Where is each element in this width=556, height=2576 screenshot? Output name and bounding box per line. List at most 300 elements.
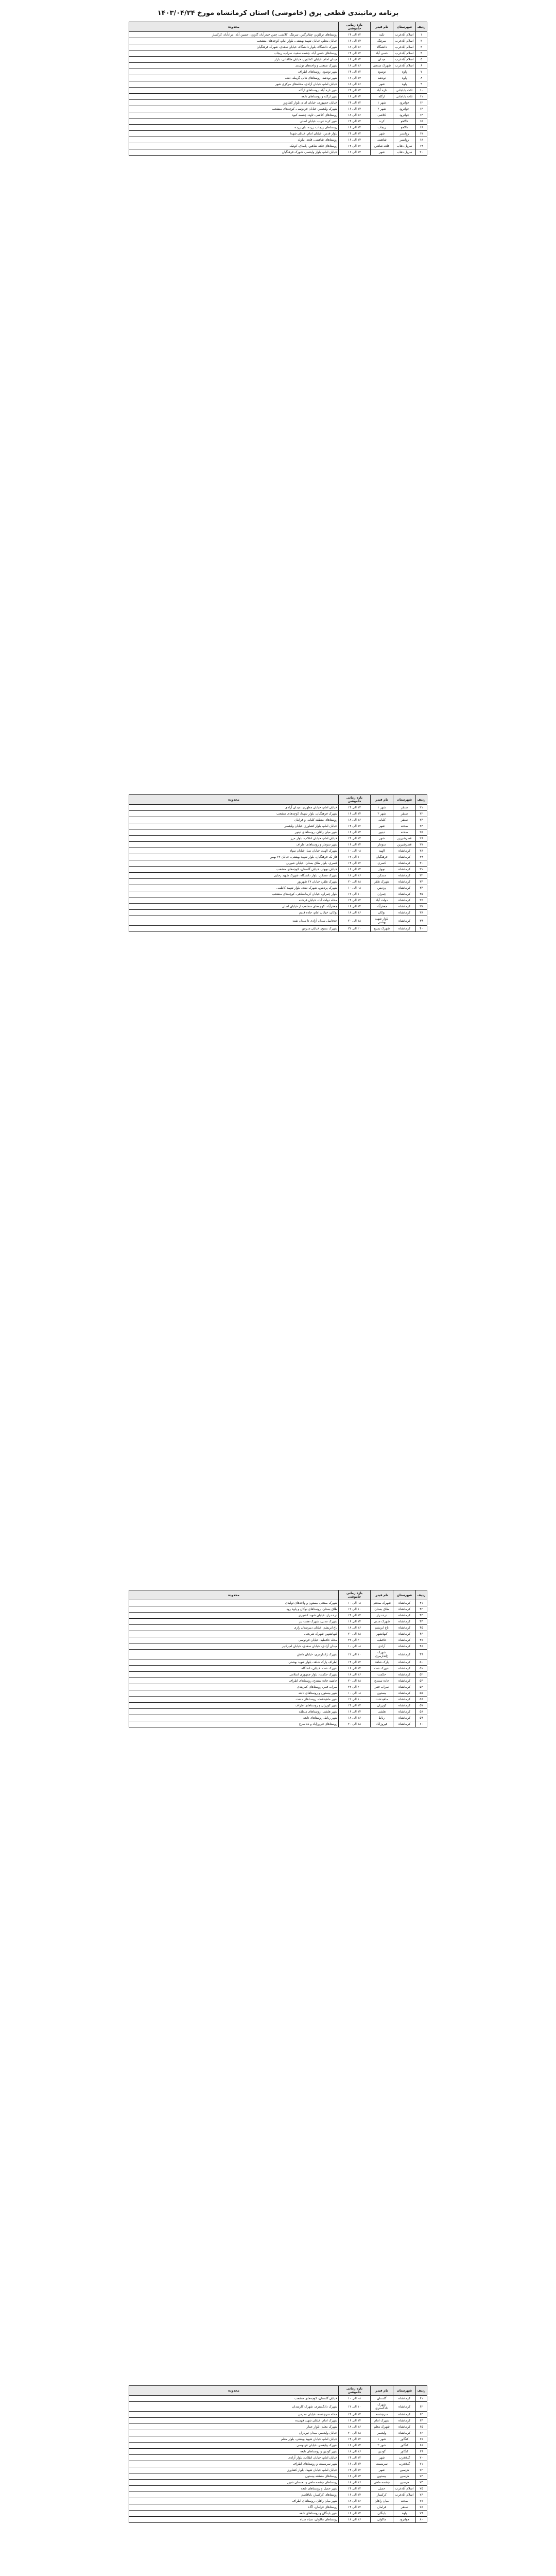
table-row: [129, 131, 427, 137]
time-range-cell: ۱۶ الی ۱۸: [339, 2480, 371, 2486]
feeder-cell: گلستان: [371, 2396, 393, 2402]
feeder-cell: شهر: [371, 131, 393, 137]
area-cell: خیابان امام، خیابان مطهری، میدان آزادی: [129, 805, 339, 811]
area-cell: شهرک فرهنگیان، بلوار شهدا، کوچه‌های منشعب: [129, 811, 339, 817]
time-range-cell: ۱۰ الی ۱۲: [339, 854, 371, 860]
feeder-cell: آزادی: [371, 1643, 393, 1650]
area-cell: کسری، بلوار طاق بستان، خیابان شیرین: [129, 860, 339, 867]
time-range-cell: ۱۶ الی ۱۸: [339, 44, 371, 50]
table-row: [129, 2396, 427, 2402]
document-page-2: [129, 794, 427, 932]
time-range-cell: ۱۲ الی ۱۴: [339, 805, 371, 811]
county-cell: کنگاور: [393, 2443, 416, 2449]
row-number: ۱۶: [416, 125, 427, 131]
time-range-cell: ۱۸ الی ۲۰: [339, 879, 371, 885]
time-range-cell: ۱۲ الی ۱۴: [339, 131, 371, 137]
table-row: [129, 848, 427, 854]
feeder-cell: تازه آباد: [371, 88, 393, 94]
feeder-cell: مسکن: [371, 873, 393, 879]
county-cell: صحنه: [393, 829, 416, 836]
schedule-table: [129, 794, 427, 932]
feeder-cell: دینور: [371, 829, 393, 836]
county-cell: کنگاور: [393, 2436, 416, 2443]
feeder-cell: چمران: [371, 891, 393, 897]
time-range-cell: ۱۲ الی ۱۴: [339, 69, 371, 75]
area-cell: شهر تازه آباد، روستاهای ازگله: [129, 88, 339, 94]
area-cell: روستاهای ماکوان، سیاه سیاه: [129, 2517, 339, 2523]
table-row: [129, 1709, 427, 1715]
row-number: ۴۹: [416, 1650, 427, 1659]
time-range-cell: ۱۶ الی ۱۸: [339, 1625, 371, 1631]
row-number: ۲۶: [416, 836, 427, 842]
table-row: [129, 112, 427, 118]
table-row: [129, 867, 427, 873]
time-range-cell: ۱۶ الی ۱۸: [339, 1715, 371, 1721]
time-range-cell: ۱۲ الی ۱۴: [339, 1659, 371, 1666]
column-header: نام فیدر: [371, 795, 393, 805]
table-row: [129, 2449, 427, 2455]
table-row: [129, 1678, 427, 1684]
area-cell: شهرک الهیه، خیابان صبا، خیابان سپاه: [129, 848, 339, 854]
feeder-cell: تکیه: [371, 32, 393, 38]
column-header: ردیف: [416, 1590, 427, 1600]
area-cell: جعفرآباد، کوچه‌های منشعب از خیابان اصلی: [129, 904, 339, 910]
area-cell: خیابان نوبهار، خیابان گلستان، کوچه‌های منشعب: [129, 867, 339, 873]
feeder-cell: شهرک ظفر: [371, 879, 393, 885]
row-number: ۶۸: [416, 2443, 427, 2449]
county-cell: روانسر: [393, 137, 416, 143]
time-range-cell: ۱۴ الی ۱۶: [339, 904, 371, 910]
area-cell: محله دولت آباد، خیابان فرشته: [129, 897, 339, 904]
feeder-cell: حکمت: [371, 1672, 393, 1678]
time-range-cell: ۱۶ الی ۱۸: [339, 910, 371, 916]
feeder-cell: شهرک ژاندارمری: [371, 1650, 393, 1659]
feeder-cell: ریجاب: [371, 125, 393, 131]
column-header: محدوده: [129, 22, 339, 32]
county-cell: کرمانشاه: [393, 1619, 416, 1625]
feeder-cell: کوزران: [371, 1703, 393, 1709]
time-range-cell: ۱۴ الی ۱۶: [339, 842, 371, 848]
row-number: ۷۸: [416, 2504, 427, 2511]
table-row: [129, 2430, 427, 2436]
row-number: ۶۹: [416, 2449, 427, 2455]
table-row: [129, 1697, 427, 1703]
feeder-cell: میدان: [371, 57, 393, 63]
feeder-cell: شاهینی: [371, 137, 393, 143]
table-row: [129, 81, 427, 88]
area-cell: روستاهای قلعه شاهین، پاطاق، کوئیک: [129, 143, 339, 149]
county-cell: کرمانشاه: [393, 2412, 416, 2418]
area-cell: روستاهای منطقه بیستون: [129, 2473, 339, 2480]
table-row: [129, 2504, 427, 2511]
county-cell: کرمانشاه: [393, 2402, 416, 2412]
county-cell: سنقر: [393, 811, 416, 817]
time-range-cell: ۱۲ الی ۱۴: [339, 50, 371, 57]
feeder-cell: حسن آباد: [371, 50, 393, 57]
row-number: ۳۶: [416, 897, 427, 904]
time-range-cell: ۰۸ الی ۱۰: [339, 1600, 371, 1606]
area-cell: شهر رباط، روستاهای تابعه: [129, 1715, 339, 1721]
area-cell: خیابان امام، بلوار ولیعصر، شهرک فرهنگیان: [129, 149, 339, 156]
area-cell: شهر گودین و روستاهای تابعه: [129, 2449, 339, 2455]
area-cell: سراب قنبر، روستاهای کمربندی: [129, 1684, 339, 1690]
area-cell: شهر ازگله و روستاهای تابعه: [129, 94, 339, 100]
row-number: ۵۱: [416, 1666, 427, 1672]
time-range-cell: ۰۸ الی ۱۰: [339, 1690, 371, 1697]
area-cell: محله حافظیه، خیابان فردوسی: [129, 1637, 339, 1643]
area-cell: خیابان امام، خیابان آزادی، محله‌های مرکزی شهر: [129, 81, 339, 88]
feeder-cell: سومار: [371, 842, 393, 848]
row-number: ۱۴: [416, 112, 427, 118]
area-cell: خیابان امام، بلوار کشاورز، خیابان ولیعصر: [129, 823, 339, 829]
row-number: ۳۸: [416, 910, 427, 916]
county-cell: هرسین: [393, 2467, 416, 2473]
row-number: ۱: [416, 32, 427, 38]
table-row: [129, 2455, 427, 2461]
feeder-cell: ولیعصر: [371, 2430, 393, 2436]
row-number: ۴: [416, 50, 427, 57]
county-cell: کرمانشاه: [393, 2396, 416, 2402]
time-range-cell: ۱۴ الی ۱۶: [339, 94, 371, 100]
county-cell: اسلام آبادغرب: [393, 50, 416, 57]
feeder-cell: سرچشمه: [371, 2412, 393, 2418]
row-number: ۶۷: [416, 2436, 427, 2443]
feeder-cell: شهر: [371, 823, 393, 829]
feeder-cell: گودین: [371, 2449, 393, 2455]
time-range-cell: ۱۲ الی ۱۴: [339, 143, 371, 149]
feeder-cell: ازگله: [371, 94, 393, 100]
feeder-cell: شهرک صنعتی: [371, 63, 393, 69]
feeder-cell: ماکوان: [371, 2517, 393, 2523]
county-cell: اسلام آبادغرب: [393, 32, 416, 38]
county-cell: کرمانشاه: [393, 848, 416, 854]
row-number: ۵: [416, 57, 427, 63]
feeder-cell: میان راهان: [371, 2498, 393, 2504]
county-cell: ثلاث باباجانی: [393, 88, 416, 94]
feeder-cell: باینگان: [371, 2511, 393, 2517]
county-cell: پاوه: [393, 75, 416, 81]
county-cell: کرمانشاه: [393, 1684, 416, 1690]
time-range-cell: ۱۴ الی ۱۶: [339, 2473, 371, 2480]
schedule-table: [129, 22, 427, 156]
time-range-cell: ۰۸ الی ۱۰: [339, 1643, 371, 1650]
area-cell: حاشیه جاده سنندج، روستاهای اطراف: [129, 1678, 339, 1684]
table-row: [129, 88, 427, 94]
area-cell: بلوار چمران، خیابان کرمانشاهی، کوچه‌های منشعب: [129, 891, 339, 897]
column-header: ردیف: [416, 2386, 427, 2396]
area-cell: شهرک صنعتی و واحدهای تولیدی: [129, 63, 339, 69]
county-cell: روانسر: [393, 131, 416, 137]
table-row: [129, 1690, 427, 1697]
time-range-cell: ۱۲ الی ۱۴: [339, 100, 371, 106]
county-cell: اسلام آبادغرب: [393, 57, 416, 63]
table-row: [129, 38, 427, 44]
table-row: [129, 1631, 427, 1637]
time-range-cell: ۱۶ الی ۱۸: [339, 112, 371, 118]
county-cell: کرمانشاه: [393, 1650, 416, 1659]
row-number: ۳۲: [416, 873, 427, 879]
table-header-row: [129, 795, 427, 805]
time-range-cell: ۱۶ الی ۱۸: [339, 81, 371, 88]
table-row: [129, 137, 427, 143]
time-range-cell: ۲۰ الی ۲۲: [339, 1684, 371, 1690]
column-header: بازه زمانی خاموشی: [339, 1590, 371, 1600]
document-page-1: [129, 6, 427, 156]
area-cell: خیابان جمهوری، خیابان امام، بلوار کشاورز: [129, 100, 339, 106]
table-row: [129, 118, 427, 125]
county-cell: کرمانشاه: [393, 1666, 416, 1672]
feeder-cell: شهر: [371, 149, 393, 156]
area-cell: اطراف پارک شاهد، بلوار شهید بهشتی: [129, 1659, 339, 1666]
table-row: [129, 2402, 427, 2412]
table-row: [129, 2473, 427, 2480]
area-cell: خیابان امام، خیابان انقلاب، بلوار مرز: [129, 836, 339, 842]
area-cell: روستاهای چشمه ماهی و دهستان شیزر: [129, 2480, 339, 2486]
table-row: [129, 885, 427, 891]
row-number: ۲۰: [416, 149, 427, 156]
time-range-cell: ۱۲ الی ۱۴: [339, 2504, 371, 2511]
area-cell: محله سرچشمه، خیابان مدرس: [129, 2412, 339, 2418]
table-row: [129, 842, 427, 848]
table-row: [129, 143, 427, 149]
feeder-cell: کلاشی: [371, 112, 393, 118]
feeder-cell: نودشه: [371, 75, 393, 81]
column-header: شهرستان: [393, 2386, 416, 2396]
county-cell: کرمانشاه: [393, 916, 416, 926]
table-row: [129, 2436, 427, 2443]
area-cell: نوکان، خیابان امام، جاده قدیم: [129, 910, 339, 916]
row-number: ۵۶: [416, 1697, 427, 1703]
table-row: [129, 125, 427, 131]
time-range-cell: ۱۴ الی ۱۶: [339, 829, 371, 836]
table-row: [129, 2480, 427, 2486]
time-range-cell: ۱۸ الی ۲۰: [339, 1678, 371, 1684]
area-cell: شهر باینگان و روستاهای تابعه: [129, 2511, 339, 2517]
table-row: [129, 910, 427, 916]
feeder-cell: بیستون: [371, 1690, 393, 1697]
county-cell: کرمانشاه: [393, 1637, 416, 1643]
row-number: ۱۵: [416, 118, 427, 125]
row-number: ۵۸: [416, 1709, 427, 1715]
row-number: ۲۹: [416, 854, 427, 860]
table-header-row: [129, 1590, 427, 1600]
area-cell: شهرک صنعتی بیستون و واحدهای تولیدی: [129, 1600, 339, 1606]
feeder-cell: سراب قنبر: [371, 1684, 393, 1690]
feeder-cell: شهرک معلم: [371, 2424, 393, 2430]
county-cell: کرمانشاه: [393, 1613, 416, 1619]
time-range-cell: ۱۲ الی ۱۴: [339, 2455, 371, 2461]
county-cell: جوانرود: [393, 112, 416, 118]
time-range-cell: ۱۰ الی ۱۲: [339, 2402, 371, 2412]
time-range-cell: ۱۰ الی ۱۲: [339, 1697, 371, 1703]
time-range-cell: ۱۶ الی ۱۸: [339, 2498, 371, 2504]
area-cell: خیابان ولیعصر، میدان تیرباران: [129, 2430, 339, 2436]
area-cell: بلوار قدس، خیابان امام، خیابان شهدا: [129, 131, 339, 137]
county-cell: کرمانشاه: [393, 867, 416, 873]
column-header: بازه زمانی خاموشی: [339, 795, 371, 805]
table-row: [129, 63, 427, 69]
time-range-cell: ۱۴ الی ۱۶: [339, 75, 371, 81]
county-cell: کرمانشاه: [393, 891, 416, 897]
row-number: ۴۴: [416, 1619, 427, 1625]
area-cell: روستاهای شاهینی، قلعه، بیاوله: [129, 137, 339, 143]
area-cell: خیابان امام، خیابان شهید بهشتی، بلوار معلم: [129, 2436, 339, 2443]
table-row: [129, 1672, 427, 1678]
time-range-cell: ۱۸ الی ۲۰: [339, 1721, 371, 1727]
table-row: [129, 926, 427, 932]
time-range-cell: ۱۶ الی ۱۸: [339, 2517, 371, 2523]
county-cell: گیلانغرب: [393, 2455, 416, 2461]
row-number: ۶۲: [416, 2402, 427, 2412]
row-number: ۵۴: [416, 1684, 427, 1690]
feeder-cell: شهر ۱: [371, 100, 393, 106]
area-cell: میدان امام، خیابان کشاورز، خیابان طالقانی، بازار: [129, 57, 339, 63]
area-cell: میدان آزادی، خیابان سعدی، خیابان امیرکبیر: [129, 1643, 339, 1650]
table-row: [129, 106, 427, 112]
area-cell: باغ ابریشم، خیابان دبیرستان رازی: [129, 1625, 339, 1631]
document-page-4: [129, 2385, 427, 2523]
area-cell: کیهانشهر، شهرک شریعتی: [129, 1631, 339, 1637]
county-cell: ثلاث باباجانی: [393, 94, 416, 100]
feeder-cell: دولت آباد: [371, 897, 393, 904]
row-number: ۵۷: [416, 1703, 427, 1709]
table-row: [129, 854, 427, 860]
area-cell: شهرک مسکن، بلوار دانشگاه، شهرک شهید رجایی: [129, 873, 339, 879]
county-cell: کرمانشاه: [393, 1606, 416, 1613]
feeder-cell: شهرک دادگستری: [371, 2402, 393, 2412]
area-cell: روستاهای فرامان، آگاه: [129, 2504, 339, 2511]
table-row: [129, 1637, 427, 1643]
feeder-cell: شهر: [371, 81, 393, 88]
row-number: ۴۷: [416, 1637, 427, 1643]
table-row: [129, 50, 427, 57]
county-cell: جوانرود: [393, 100, 416, 106]
time-range-cell: ۱۲ الی ۱۴: [339, 2436, 371, 2443]
feeder-cell: کرکسار: [371, 2492, 393, 2498]
row-number: ۷۶: [416, 2492, 427, 2498]
county-cell: جوانرود: [393, 2517, 416, 2523]
county-cell: کرمانشاه: [393, 1631, 416, 1637]
row-number: ۴۲: [416, 1606, 427, 1613]
column-header: شهرستان: [393, 1590, 416, 1600]
area-cell: طاق بستان، روستاهای نوکان و پاوه رود: [129, 1606, 339, 1613]
row-number: ۴۸: [416, 1643, 427, 1650]
area-cell: دره دراز، خیابان شهید کشوری: [129, 1613, 339, 1619]
feeder-cell: شهرک مدنی: [371, 1619, 393, 1625]
row-number: ۳۹: [416, 916, 427, 926]
table-row: [129, 1715, 427, 1721]
time-range-cell: ۱۴ الی ۱۶: [339, 2461, 371, 2467]
table-row: [129, 916, 427, 926]
area-cell: شهرک ولیعصر، خیابان فردوسی، کوچه‌های منشعب: [129, 106, 339, 112]
table-row: [129, 904, 427, 910]
area-cell: روستاهای کرکسار، باباقاسم: [129, 2492, 339, 2498]
county-cell: کرمانشاه: [393, 879, 416, 885]
schedule-table: [129, 1590, 427, 1727]
table-row: [129, 805, 427, 811]
feeder-cell: دانشگاه: [371, 44, 393, 50]
time-range-cell: ۱۴ الی ۱۶: [339, 2443, 371, 2449]
feeder-cell: نوبهار: [371, 867, 393, 873]
feeder-cell: شهر ۲: [371, 106, 393, 112]
schedule-table: [129, 2385, 427, 2523]
time-range-cell: ۱۸ الی ۲۰: [339, 916, 371, 926]
time-range-cell: ۱۶ الی ۱۸: [339, 2449, 371, 2455]
row-number: ۴۵: [416, 1625, 427, 1631]
table-row: [129, 2511, 427, 2517]
time-range-cell: ۱۶ الی ۱۸: [339, 63, 371, 69]
row-number: ۲: [416, 38, 427, 44]
feeder-cell: رباط: [371, 1715, 393, 1721]
county-cell: کرمانشاه: [393, 854, 416, 860]
row-number: ۷۷: [416, 2498, 427, 2504]
time-range-cell: ۱۸ الی ۲۰: [339, 1631, 371, 1637]
county-cell: صحنه: [393, 2498, 416, 2504]
county-cell: کرمانشاه: [393, 1690, 416, 1697]
row-number: ۴۰: [416, 926, 427, 932]
row-number: ۱۷: [416, 131, 427, 137]
time-range-cell: ۱۶ الی ۱۸: [339, 1672, 371, 1678]
county-cell: کنگاور: [393, 2449, 416, 2455]
table-row: [129, 44, 427, 50]
feeder-cell: نوکان: [371, 910, 393, 916]
row-number: ۷: [416, 69, 427, 75]
row-number: ۴۱: [416, 1600, 427, 1606]
feeder-cell: شهرک بسیج: [371, 926, 393, 932]
row-number: ۴۳: [416, 1613, 427, 1619]
row-number: ۶۱: [416, 2396, 427, 2402]
feeder-cell: شهرک نفت: [371, 1666, 393, 1672]
column-header: محدوده: [129, 2386, 339, 2396]
row-number: ۴۶: [416, 1631, 427, 1637]
time-range-cell: ۰۸ الی ۱۰: [339, 848, 371, 854]
time-range-cell: ۱۴ الی ۱۶: [339, 38, 371, 44]
row-number: ۱۱: [416, 94, 427, 100]
row-number: ۲۷: [416, 842, 427, 848]
table-row: [129, 1643, 427, 1650]
row-number: ۶۶: [416, 2430, 427, 2436]
row-number: ۵۹: [416, 1715, 427, 1721]
area-cell: شهر کوزران و روستاهای اطراف: [129, 1703, 339, 1709]
time-range-cell: ۱۲ الی ۱۴: [339, 860, 371, 867]
row-number: ۶: [416, 63, 427, 69]
row-number: ۵۳: [416, 1678, 427, 1684]
county-cell: جوانرود: [393, 106, 416, 112]
row-number: ۸: [416, 75, 427, 81]
time-range-cell: ۲۰ الی ۲۲: [339, 926, 371, 932]
county-cell: اسلام آبادغرب: [393, 38, 416, 44]
area-cell: روستاهای ریجاب، زرده، بان زرده: [129, 125, 339, 131]
county-cell: کرمانشاه: [393, 1715, 416, 1721]
row-number: ۷۹: [416, 2511, 427, 2517]
feeder-cell: حافظیه: [371, 1637, 393, 1643]
feeder-cell: باغ ابریشم: [371, 1625, 393, 1631]
table-row: [129, 2424, 427, 2430]
column-header: محدوده: [129, 795, 339, 805]
area-cell: شهرک حکمت، بلوار جمهوری اسلامی: [129, 1672, 339, 1678]
row-number: ۲۲: [416, 811, 427, 817]
feeder-cell: دره دراز: [371, 1613, 393, 1619]
area-cell: شهر بیستون و روستاهای تابعه: [129, 1690, 339, 1697]
feeder-cell: کلیایی: [371, 817, 393, 823]
column-header: بازه زمانی خاموشی: [339, 2386, 371, 2396]
document-page-3: [129, 1590, 427, 1727]
feeder-cell: هلشی: [371, 1709, 393, 1715]
area-cell: خیابان امام، خیابان انقلاب، بلوار آزادی: [129, 2455, 339, 2461]
county-cell: کرمانشاه: [393, 1643, 416, 1650]
county-cell: دالاهو: [393, 118, 416, 125]
county-cell: کرمانشاه: [393, 1600, 416, 1606]
